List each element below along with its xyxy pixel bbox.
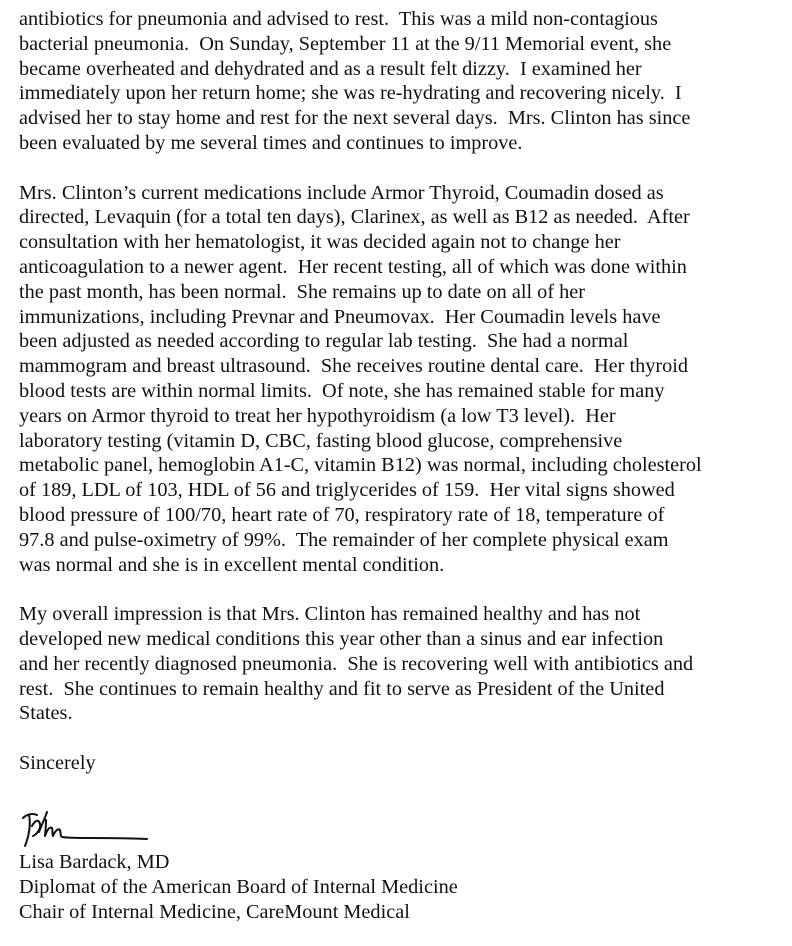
text-line: metabolic panel, hemoglobin A1-C, vitamin B12) was normal, including cholesterol [19,454,702,477]
signer-affiliation: Chair of Internal Medicine, CareMount Medical [19,900,410,923]
text-line: rest. She continues to remain healthy and fit to serve as President of the United [19,677,665,700]
paragraph-impression [19,602,789,726]
signer-title: Diplomat of the American Board of Internal Medicine [19,875,458,898]
closing-sincerely: Sincerely [19,751,96,774]
text-line: My overall impression is that Mrs. Clinton has remained healthy and has not [19,603,641,626]
text-line: immunizations, including Prevnar and Pneumovax. Her Coumadin levels have [19,305,661,328]
signature-block [19,806,619,923]
text-line: was normal and she is in excellent mental condition. [19,553,445,576]
text-line: developed new medical conditions this year other than a sinus and ear infection [19,627,664,650]
text-line: anticoagulation to a newer agent. Her recent testing, all of which was done within [19,255,687,278]
text-line: years on Armor thyroid to treat her hypothyroidism (a low T3 level). Her [19,404,616,427]
text-line: Mrs. Clinton’s current medications include Armor Thyroid, Coumadin dosed as [19,181,664,204]
text-line: been adjusted as needed according to regular lab testing. She had a normal [19,330,629,353]
text-line: became overheated and dehydrated and as a result felt dizzy. I examined her [19,57,642,80]
text-line: directed, Levaquin (for a total ten days), Clarinex, as well as B12 as needed. After [19,206,690,229]
text-line: blood pressure of 100/70, heart rate of 70, respiratory rate of 18, temperature of [19,503,665,526]
text-line: antibiotics for pneumonia and advised to rest. This was a mild non-contagious [19,8,658,30]
signer-details [19,850,458,924]
paragraph-medications [19,181,789,578]
text-line: laboratory testing (vitamin D, CBC, fasting blood glucose, comprehensive [19,429,623,452]
text-line: immediately upon her return home; she was re-hydrating and recovering nicely. I [19,82,682,105]
text-line: the past month, has been normal. She remains up to date on all of her [19,280,586,303]
text-line: 97.8 and pulse-oximetry of 99%. The remainder of her complete physical exam [19,528,669,551]
text-line: and her recently diagnosed pneumonia. She is recovering well with antibiotics and [19,652,694,675]
letter-body [19,7,789,776]
text-line: bacterial pneumonia. On Sunday, September 11 at the 9/11 Memorial event, she [19,32,672,55]
text-line: mammogram and breast ultrasound. She receives routine dental care. Her thyroid [19,355,689,378]
text-line: been evaluated by me several times and continues to improve. [19,131,523,154]
paragraph-pneumonia [19,7,789,156]
text-line: consultation with her hematologist, it was decided again not to change her [19,231,621,254]
text-line: States. [19,702,73,725]
signer-name: Lisa Bardack, MD [19,851,170,873]
text-line: of 189, LDL of 103, HDL of 56 and triglycerides of 159. Her vital signs showed [19,479,675,502]
text-line: blood tests are within normal limits. Of note, she has remained stable for many [19,379,665,402]
handwritten-signature [19,806,151,852]
text-line: advised her to stay home and rest for the next several days. Mrs. Clinton has since [19,107,691,130]
